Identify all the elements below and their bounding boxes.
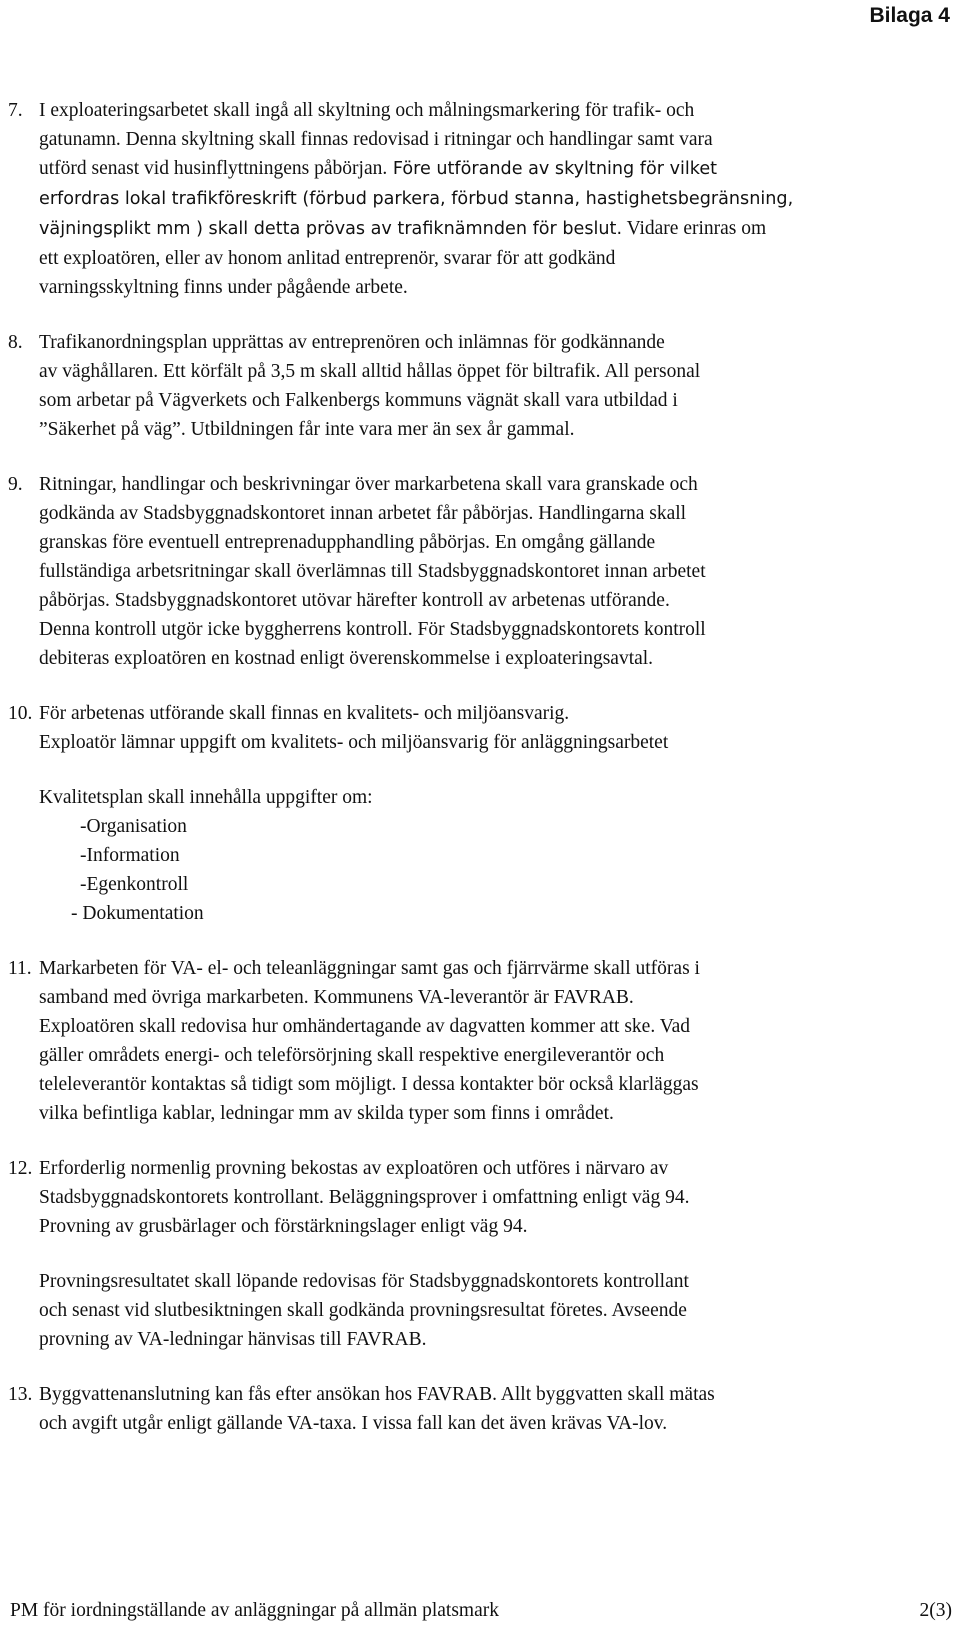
paragraph-gap	[8, 673, 948, 699]
paragraph-gap	[8, 928, 948, 954]
section-number: 10.	[8, 703, 33, 724]
section-text	[39, 96, 948, 302]
section-text: Erforderlig normenlig provning bekostas av exploatören och utföres i närvaro av Stadsbyggnadskontorets kontrollant. Beläggningsprover i omfattning enligt väg 94. Provning av grusbärlager och förstärkningslager enligt väg 94.	[39, 1158, 690, 1237]
section-text: För arbetenas utförande skall finnas en kvalitets- och miljöansvarig.	[39, 703, 570, 724]
section-number: 8.	[8, 332, 23, 353]
section-7	[8, 96, 948, 302]
section-text: Byggvattenanslutning kan fås efter ansökan hos FAVRAB. Allt byggvatten skall mätas och avgift utgår enligt gällande VA-taxa. I vissa fall kan det även krävas VA-lov.	[39, 1384, 715, 1434]
paragraph-gap	[8, 1241, 948, 1267]
section-number: 7.	[8, 100, 23, 121]
section-11	[8, 954, 948, 1128]
section-number: 13.	[8, 1384, 33, 1405]
page-number: 2(3)	[919, 1600, 952, 1621]
paragraph-gap	[8, 444, 948, 470]
section-text-part-3: Vidare erinras om ett exploatören, eller av honom anlitad entreprenör, svarar för att godkänd varningsskyltning finns under pågående arbete.	[39, 218, 767, 298]
section-9	[8, 470, 948, 673]
paragraph-gap	[8, 302, 948, 328]
section-10-continuation: Exploatör lämnar uppgift om kvalitets- och miljöansvarig för anläggningsarbetet	[39, 732, 669, 753]
section-12	[8, 1154, 948, 1241]
page-footer	[10, 1596, 952, 1625]
section-10	[8, 699, 948, 728]
section-number: 11.	[8, 958, 32, 979]
list-item: -Information	[80, 845, 180, 866]
section-text: Ritningar, handlingar och beskrivningar över markarbetena skall vara granskade och godkända av Stadsbyggnadskontoret innan arbetet får påbörjas. Handlingarna skall granskas före eventuell entreprenadupphandling påbörjas. En omgång gällande fullständiga arbetsritningar skall överlämnas till Stadsbyggnadskontoret innan arbetet påbörjas. Stadsbyggnadskontoret utövar härefter kontroll av arbetenas utförande. Denna kontroll utgör icke byggherrens kontroll. För Stadsbyggnadskontorets kontroll debiteras exploatören en kostnad enligt överenskommelse i exploateringsavtal.	[39, 474, 706, 669]
section-number: 9.	[8, 474, 23, 495]
section-8	[8, 328, 948, 444]
list-title: Kvalitetsplan skall innehålla uppgifter om:	[39, 787, 373, 808]
section-12-second-paragraph: Provningsresultatet skall löpande redovisas för Stadsbyggnadskontorets kontrollant och senast vid slutbesiktningen skall godkända provningsresultat företes. Avseende provning av VA-ledningar hänvisas till FAVRAB.	[39, 1271, 689, 1350]
paragraph-gap	[8, 757, 948, 783]
document-body	[8, 96, 948, 1438]
list-item: -Egenkontroll	[80, 874, 189, 895]
section-13	[8, 1380, 948, 1438]
footer-title: PM för iordningställande av anläggningar på allmän platsmark	[10, 1600, 499, 1621]
section-number: 12.	[8, 1158, 33, 1179]
quality-plan-list	[8, 783, 948, 928]
section-text: Markarbeten för VA- el- och teleanläggningar samt gas och fjärrvärme skall utföras i samband med övriga markarbeten. Kommunens VA-leverantör är FAVRAB. Exploatören skall redovisa hur omhändertagande av dagvatten kommer att ske. Vad gäller områdets energi- och teleförsörjning skall respektive energileverantör och teleleverantör kontaktas så tidigt som möjligt. I dessa kontakter bör också klarläggas vilka befintliga kablar, ledningar mm av skilda typer som finns i området.	[39, 958, 700, 1124]
list-item: - Dokumentation	[71, 903, 204, 924]
section-text-part-2: Före utförande av skyltning för vilket erfordras lokal trafikföreskrift (förbud parkera, förbud stanna, hastighetsbegränsning, väjningsplikt mm ) skall detta prövas av trafiknämnden för beslut.	[39, 159, 794, 239]
paragraph-gap	[8, 1354, 948, 1380]
paragraph-gap	[8, 1128, 948, 1154]
section-text-part-1: I exploateringsarbetet skall ingå all skyltning och målningsmarkering för trafik- och gatunamn. Denna skyltning skall finnas redovisad i ritningar och handlingar samt vara utförd senast vid husinflyttningens påbörjan.	[39, 100, 713, 179]
section-text: Trafikanordningsplan upprättas av entreprenören och inlämnas för godkännande av väghållaren. Ett körfält på 3,5 m skall alltid hållas öppet för biltrafik. All personal som arbetar på Vägverkets och Falkenbergs kommuns vägnät skall vara utbildad i ”Säkerhet på väg”. Utbildningen får inte vara mer än sex år gammal.	[39, 332, 701, 440]
list-item: -Organisation	[80, 816, 187, 837]
annex-label: Bilaga 4	[869, 4, 950, 27]
